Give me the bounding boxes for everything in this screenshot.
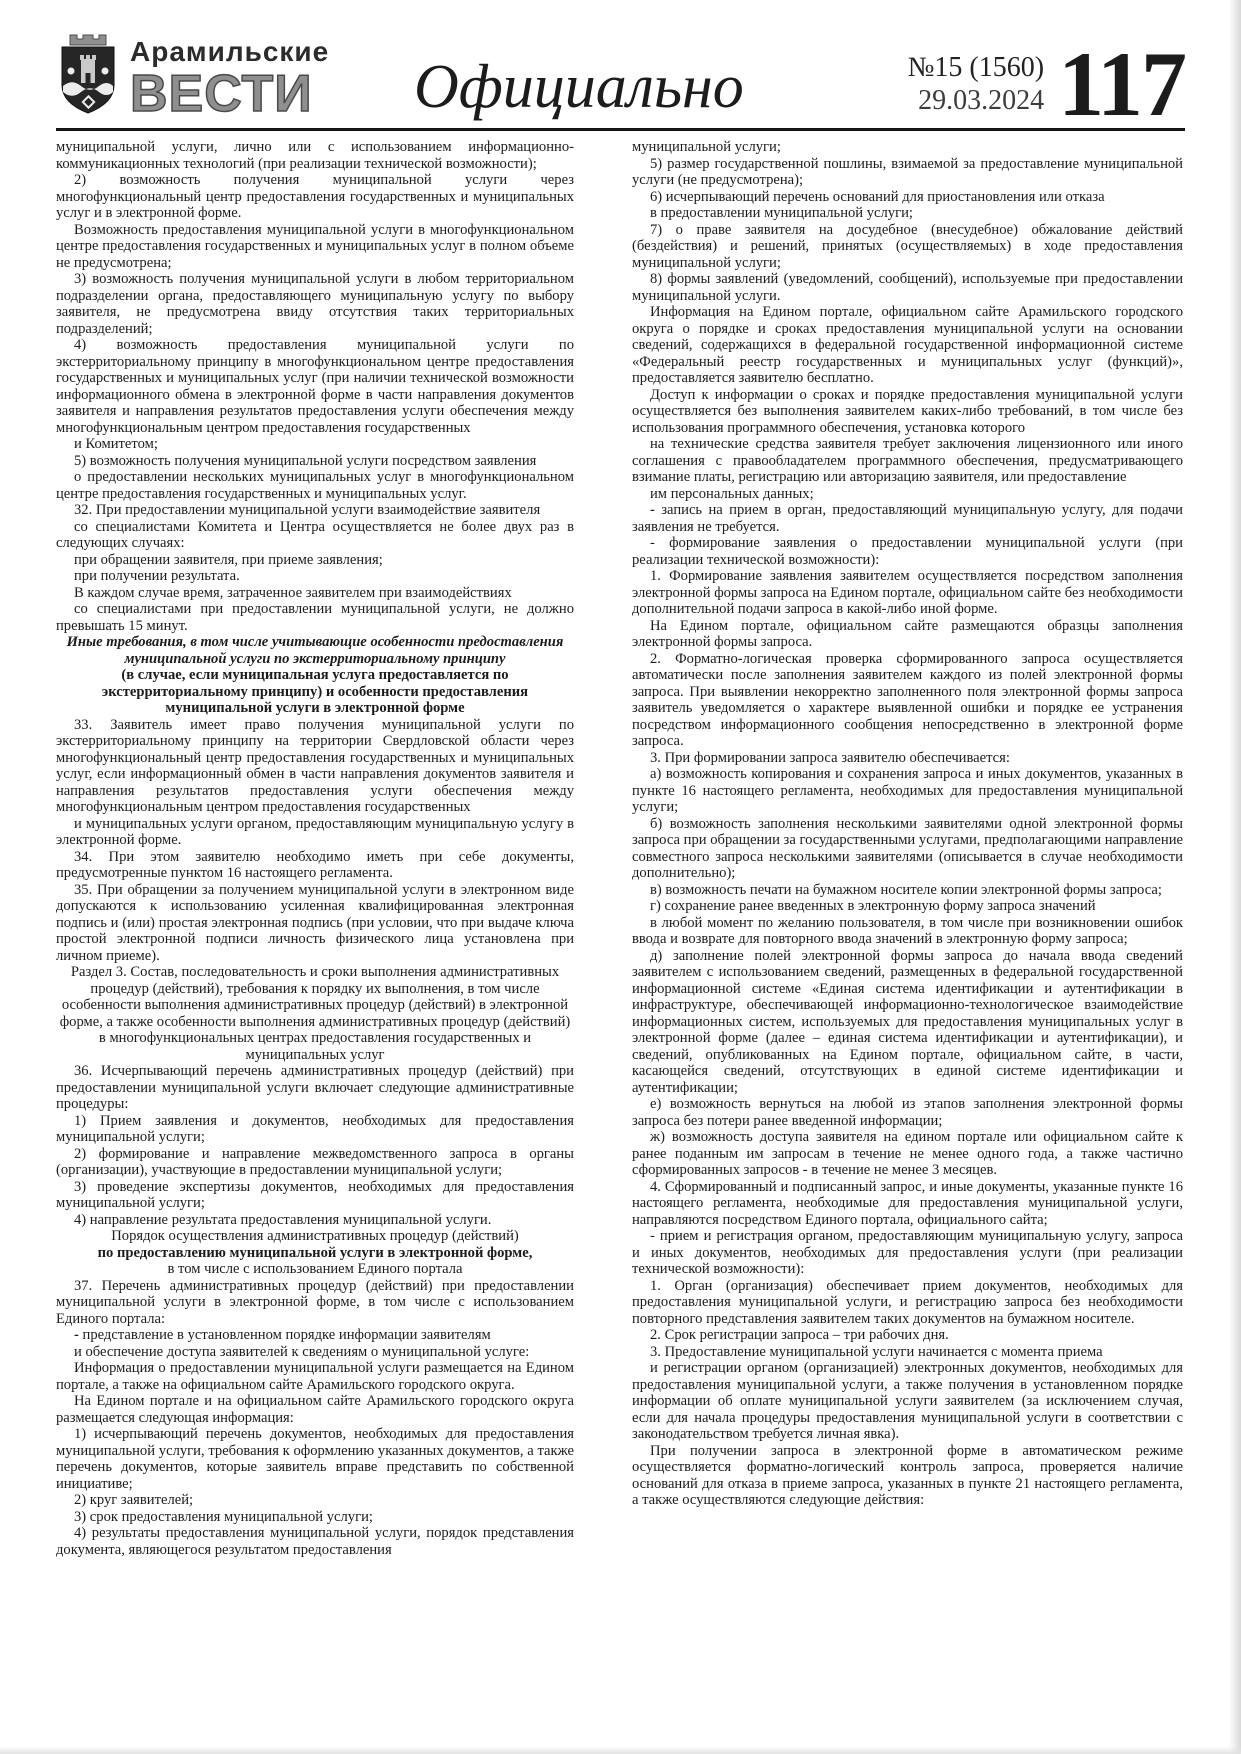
paragraph: На Едином портале, официальном сайте размещаются образцы заполнения электронной формы запроса.: [632, 617, 1183, 650]
issue-number: №15 (1560): [907, 51, 1045, 83]
paragraph: ж) возможность доступа заявителя на едином портале или официальном сайте к ранее поданным им запросам в течение не менее одного года, а также частично сформированных запросов - в течение не менее 3 месяцев.: [632, 1129, 1183, 1178]
paragraph: 37. Перечень административных процедур (действий) при предоставлении муниципальной услуги в электронной форме, в том числе с использованием Единого портала:: [56, 1277, 574, 1327]
paragraph: б) возможность заполнения несколькими заявителями одной электронной формы запроса при обращении за государственными услугами, предполагающими направление совместного запроса несколькими заявителями (описывается в случае необходимости дополнительно);: [632, 815, 1183, 881]
article-body: [56, 139, 1185, 1558]
paragraph: муниципальной услуги;: [632, 139, 781, 155]
coat-of-arms-icon: [56, 29, 120, 122]
paragraph: 2) формирование и направление межведомственного запроса в органы (организации), участвующие в предоставлении муниципальной услуги;: [56, 1145, 574, 1178]
issue-info: [908, 51, 1044, 122]
paragraph: 3) срок предоставления муниципальной услуги;: [74, 1508, 373, 1525]
paragraph: им персональных данных;: [650, 485, 814, 502]
paragraph: 3. При формировании запроса заявителю обеспечивается:: [650, 749, 1010, 766]
paragraph: а) возможность копирования и сохранения запроса и иных документов, указанных в пункте 16 настоящего регламента, необходимых для предоставления муниципальной услуги;: [632, 766, 1183, 815]
paragraph: 2) возможность получения муниципальной услуги через многофункциональный центр предоставления государственных и муниципальных услуг и в электронной форме.: [56, 172, 574, 221]
paragraph: и регистрации органом (организацией) электронных документов, необходимых для предоставления муниципальной услуги, а также получения в установленном порядке информации об оплате муниципальной услуги заявителем (за исключением случая, если для начала процедуры предоставления муниципальной услуги в соответствии с законодательством требуется личная явка).: [632, 1360, 1183, 1442]
paragraph: 6) исчерпывающий перечень оснований для приостановления или отказа: [650, 188, 1105, 205]
paragraph: Возможность предоставления муниципальной услуги в многофункциональном центре предоставления государственных и муниципальных услуг в полном объеме не предусмотрена;: [56, 221, 574, 271]
paragraph: 4) направление результата предоставления муниципальной услуги.: [74, 1211, 492, 1228]
page-number: 117: [1058, 33, 1185, 136]
heading: Раздел 3. Состав, последовательность и сроки выполнения административных процедур (действий), требования к порядку их выполнения, в том числе особенности выполнения административных процедур (действий) в электронной форме, а также особенности выполнения административных процедур (действий) в многофункциональных центрах предоставления государственных и муниципальных услуг: [59, 964, 571, 1063]
paragraph: В каждом случае время, затраченное заявителем при взаимодействиях: [74, 584, 512, 601]
paragraph: и муниципальных услуги органом, предоставляющим муниципальную услугу в электронной форме.: [56, 815, 574, 848]
paragraph: 1) исчерпывающий перечень документов, необходимых для предоставления муниципальной услуги, требования к оформлению указанных документов, а также перечень документов, которые заявитель вправе представить по собственной инициативе;: [56, 1426, 574, 1492]
paragraph: 34. При этом заявителю необходимо иметь при себе документы, предусмотренные пунктом 16 настоящего регламента.: [56, 848, 574, 881]
masthead-divider: [56, 128, 1185, 131]
paragraph: Информация на Едином портале, официальном сайте Арамильского городского округа о порядке и сроках предоставления муниципальной услуги на основании сведений, содержащихся в федеральной государственной информационной системе «Федеральный реестр государственных и муниципальных услуг (функций)», предоставляется заявителю бесплатно.: [632, 304, 1183, 386]
right-column: [632, 139, 1183, 1558]
paragraph: в предоставлении муниципальной услуги;: [650, 205, 913, 221]
paragraph: 33. Заявитель имеет право получения муниципальной услуги по экстерриториальному принципу на территории Свердловской области через многофункциональный центр предоставления государственных и муниципальных услуг, если информационный обмен в части направления документов заявителя и направления результатов предоставления услуги обеспечения между многофункциональным центром предоставления государственных: [56, 716, 574, 815]
scan-edge-right: [1229, 0, 1241, 1754]
paragraph: и Комитетом;: [74, 436, 158, 452]
paragraph: при обращении заявителя, при приеме заявления;: [74, 551, 383, 568]
paragraph: 1) Прием заявления и документов, необходимых для предоставления муниципальной услуги;: [56, 1112, 574, 1145]
paragraph: 8) формы заявлений (уведомлений, сообщений), используемые при предоставлении муниципальной услуги.: [632, 271, 1183, 304]
paragraph: - запись на прием в орган, предоставляющий муниципальную услугу, для подачи заявления не требуется.: [632, 502, 1183, 535]
paragraph: на технические средства заявителя требует заключения лицензионного или иного соглашения с правообладателем программного обеспечения, предусматривающего взимание платы, регистрацию или авторизацию заявителя, или предоставление: [632, 436, 1183, 485]
paragraph: со специалистами Комитета и Центра осуществляется не более двух раз в следующих случаях:: [56, 518, 574, 551]
paragraph: 3) возможность получения муниципальной услуги в любом территориальном подразделении органа, предоставляющего муниципальную услугу по выбору заявителя, не предусмотрена ввиду отсутствия таких территориальных подразделений;: [56, 271, 574, 337]
newspaper-brand: [56, 29, 348, 122]
heading: Иные требования, в том числе учитывающие особенности предоставления муниципальной услуги по экстерриториальному принципу: [66, 634, 564, 667]
paragraph: о предоставлении нескольких муниципальных услуг в многофункциональном центре предоставления государственных и муниципальных услуг.: [56, 469, 574, 502]
masthead: [56, 0, 1185, 136]
paragraph: 2. Форматно-логическая проверка сформированного запроса осуществляется автоматически после заполнения заявителем каждого из полей электронной формы запроса. При выявлении некорректно заполненного поля электронной формы запроса заявитель уведомляется о характере выявленной ошибки и порядке ее устранения посредством информационного сообщения непосредственно в электронной форме запроса.: [632, 650, 1183, 749]
issue-date: 29.03.2024: [918, 85, 1045, 117]
heading: (в случае, если муниципальная услуга предоставляется по экстерриториальному принципу) и особенности предоставления муниципальной услуги в электронной форме: [101, 667, 529, 716]
paragraph: 3) проведение экспертизы документов, необходимых для предоставления муниципальной услуги;: [56, 1178, 574, 1211]
section-title: Официально: [414, 53, 744, 121]
paragraph: в любой момент по желанию пользователя, в том числе при возникновении ошибок ввода и возврате для повторного ввода значений в электронную форму запроса;: [632, 914, 1183, 947]
paragraph: е) возможность вернуться на любой из этапов заполнения электронной формы запроса без потери ранее введенной информации;: [632, 1096, 1183, 1129]
newspaper-name-top: Арамильские: [130, 36, 330, 67]
paragraph: 2. Срок регистрации запроса – три рабочих дня.: [650, 1327, 949, 1343]
paragraph: муниципальной услуги, лично или с использованием информационно-коммуникационных технологий (при реализации технической возможности);: [56, 139, 574, 172]
paragraph: На Едином портале и на официальном сайте Арамильского городского округа размещается следующая информация:: [56, 1393, 574, 1426]
paragraph: 32. При предоставлении муниципальной услуги взаимодействие заявителя: [74, 502, 541, 518]
paragraph: Информация о предоставлении муниципальной услуги размещается на Едином портале, а также на официальном сайте Арамильского городского округа.: [56, 1360, 574, 1393]
paragraph: г) сохранение ранее введенных в электронную форму запроса значений: [650, 898, 1096, 914]
left-column: [56, 139, 574, 1558]
paragraph: со специалистами при предоставлении муниципальной услуги, не должно превышать 15 минут.: [56, 601, 574, 634]
paragraph: 3. Предоставление муниципальной услуги начинается с момента приема: [650, 1343, 1103, 1360]
paragraph: 7) о праве заявителя на досудебное (внесудебное) обжалование действий (бездействия) и решений, принятых (осуществляемых) в ходе предоставления муниципальной услуги;: [632, 221, 1183, 271]
paragraph: 36. Исчерпывающий перечень административных процедур (действий) при предоставлении муниципальной услуги включает следующие административные процедуры:: [56, 1063, 574, 1112]
paragraph: 5) возможность получения муниципальной услуги посредством заявления: [74, 452, 537, 469]
paragraph: Доступ к информации о сроках и порядке предоставления муниципальной услуги осуществляется без выполнения заявителем каких-либо требований, в том числе без использования программного обеспечения, установка которого: [632, 386, 1183, 436]
paragraph: - представление в установленном порядке информации заявителям: [74, 1327, 491, 1343]
paragraph: 4) возможность предоставления муниципальной услуги по экстерриториальному принципу в многофункциональном центре предоставления государственных и муниципальных услуг (при наличии технической возможности информационного обмена в электронной форме в части направления документов заявителя и направления результатов предоставления услуги обеспечения между многофункциональным центром предоставления государственных: [56, 337, 574, 436]
heading: в том числе с использованием Единого портала: [167, 1261, 463, 1277]
paragraph: в) возможность печати на бумажном носителе копии электронной формы запроса;: [650, 881, 1162, 898]
paragraph: - прием и регистрация органом, предоставляющим муниципальную услугу, запроса и иных документов, необходимых для предоставления услуги (при реализации технической возможности):: [632, 1228, 1183, 1277]
paragraph: 1. Орган (организация) обеспечивает прием документов, необходимых для предоставления муниципальной услуги, и регистрацию запроса без необходимости повторного представления заявителем таких документов на бумажном носителе.: [632, 1277, 1183, 1327]
paragraph: 4. Сформированный и подписанный запрос, и иные документы, указанные пункте 16 настоящего регламента, необходимые для предоставления муниципальной услуги, направляются посредством Единого портала, официального сайта;: [632, 1178, 1183, 1228]
paragraph: 5) размер государственной пошлины, взимаемой за предоставление муниципальной услуги (не предусмотрена);: [632, 155, 1183, 188]
newspaper-name-bottom: ВЕСТИ: [130, 65, 313, 123]
paragraph: д) заполнение полей электронной формы запроса до начала ввода сведений заявителем с использованием сведений, размещенных в федеральной государственной информационной системе «Единая система идентификации и аутентификации в инфраструктуре, обеспечивающей информационно-технологическое взаимодействие информационных систем, используемых для предоставления муниципальных услуг в электронной форме (далее – единая система идентификации и аутентификации), и сведений, опубликованных на Едином портале, официальном сайте, в части, касающейся сведений, отсутствующих в единой системе идентификации и аутентификации;: [632, 947, 1183, 1096]
paragraph: при получении результата.: [74, 568, 240, 584]
paragraph: 35. При обращении за получением муниципальной услуги в электронном виде допускаются к использованию усиленная квалифицированная электронная подпись и (или) простая электронная подпись (при условии, что при выдаче ключа простой электронной подписи личность физического лица установлена при личном приеме).: [56, 881, 574, 964]
newspaper-name: [130, 38, 329, 122]
paragraph: При получении запроса в электронной форме в автоматическом режиме осуществляется форматно-логический контроль запроса, проверяется наличие оснований для отказа в приеме запроса, указанных в пункте 21 настоящего регламента, а также осуществляются следующие действия:: [632, 1442, 1183, 1508]
heading: по предоставлению муниципальной услуги в электронной форме,: [97, 1244, 533, 1261]
paragraph: 1. Формирование заявления заявителем осуществляется посредством заполнения электронной формы запроса на Едином портале, официальном сайте без необходимости дополнительной подачи запроса в какой-либо иной форме.: [632, 568, 1183, 617]
heading: Порядок осуществления административных процедур (действий): [111, 1228, 519, 1244]
paragraph: - формирование заявления о предоставлении муниципальной услуги (при реализации технической возможности):: [632, 535, 1183, 568]
scan-edge-bottom: [0, 1746, 1241, 1754]
paragraph: 2) круг заявителей;: [74, 1492, 194, 1508]
paragraph: 4) результаты предоставления муниципальной услуги, порядок представления документа, являющегося результатом предоставления: [56, 1525, 574, 1558]
paragraph: и обеспечение доступа заявителей к сведениям о муниципальной услуге:: [74, 1343, 530, 1360]
